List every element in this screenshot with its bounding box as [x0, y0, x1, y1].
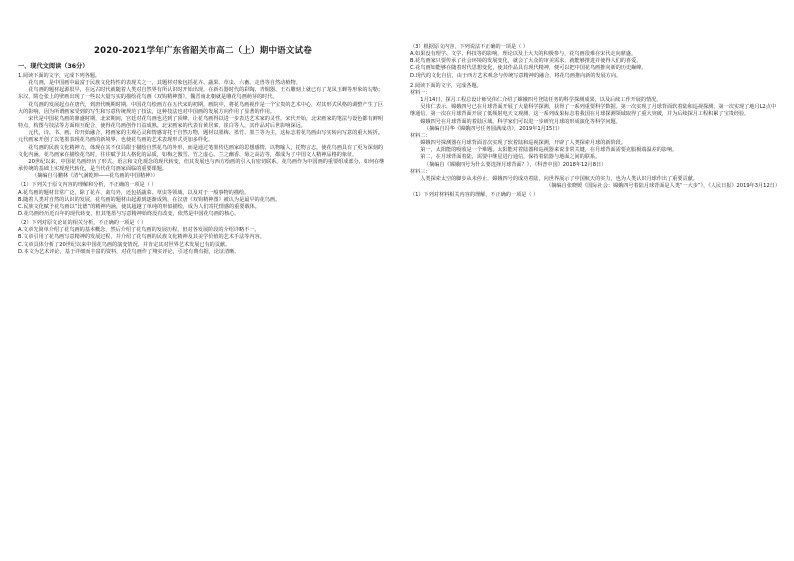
- option: B.随着人类对自然的认识的发展，花鸟画的题材由起源到逐渐成熟，在汉唐《双钩精神图》被认为是最早的花鸟画。: [18, 196, 281, 203]
- paragraph: 花鸟画的题材起源很早，在远古时代就随着人类对自然界有所认识时开始出现，在新石器时代的彩陶、青铜器、王石雕刻上就已有了龙凤玉蝉等形象的勾勒；东汉，隋仓张上的壁画出现了一些以大量写实的描绘花鸟画《双钩精神图》，魏晋南北朝就是雕花鸟画萌芽的时代。: [18, 87, 383, 101]
- question: （1）下列对材料相关内容的理解，不正确的一项是（ ）: [410, 192, 539, 199]
- page-title: 2020-2021学年广东省韶关市高二（上）期中语文试卷: [94, 46, 312, 56]
- question: （3）根据原文内容，下列说法不正确的一项是（ ）: [410, 44, 528, 50]
- paragraph: 花鸟画，是中国画中最富于民族文化特性的表现关之一，其题材对象包括花卉、蔬果、草虫、六畜、走兽等自然动植物。: [28, 80, 301, 87]
- option: B.文章引用了花鸟画写意精神的发展过程，并介绍了花鸟画的民族文化精神及其美学价值的艺术手法等内容。: [18, 234, 265, 241]
- option: A.花鸟画的题材非常广泛，除了花卉、禽鸟外，还包括蔬菜、草虫等领域，以及对于一般事物的描绘。: [18, 189, 250, 196]
- question: （2）下列对原文论证的相关分析，不正确的一项是（ ）: [18, 220, 147, 227]
- option: D.花鸟画经历近百年的现代转变，但其笔墨与写意精神始终没有改变，依然是中国花鸟画的核心。: [18, 210, 240, 217]
- paragraph: 1月14日，探月工程总设计师吴伟仁介绍了嫦娥四号登陆任务的科学探测成果，以及后续工作开展的情况。: [420, 97, 662, 104]
- paragraph: 人类探索太空的脚步从未停止，嫦娥四号的成功着陆，向世界展示了中国航天的实力，也为人类认识月球作出了重要贡献。: [420, 175, 698, 182]
- option: B.花鸟画家只要传承了社会环境的发展变化，就会了大众的审美需求，就能够推进并使得人们的喜爱。: [410, 58, 642, 65]
- paragraph: 20世纪以来，中国花鸟画经历了形式、语言和文化观念的现代转变，但其发展也与西方绘画的引入有密切联系。花鸟画作为中国画的重要组成部分，如何在继承传统的基础上实现现代转化，是当代花鸟画家面临的重要课题。: [18, 158, 385, 173]
- option: C.文章具体分析了20世纪以来中国花鸟画的演变情况，并肯定其对世界艺术发展已有的贡献。: [18, 241, 231, 248]
- question-intro: 2.阅读下面的文字，完成各题。: [410, 82, 482, 89]
- paragraph: 第二，在月球背面着陆，需要中继星进行通信，保持着陆器与地面之间的联系。: [420, 154, 601, 161]
- paragraph: 嫦娥四号探测器在月球背面首次实现了软着陆和巡视探测，开辟了人类探索月球的新阶段。: [420, 140, 626, 147]
- source-citation: （摘编自冯华《嫦娥四号任务圆满成功》，2019年1月15日）: [424, 125, 563, 132]
- option: A.如果没有理学、文学、科技等的影响，理论以及士大夫的积极参与，花鸟画很难在宋代走向鼎盛。: [410, 51, 637, 58]
- paragraph: 花鸟画的发展起点在唐代，到唐代晚期时期，中国花鸟绘画方在五代宋的初期。画院中，将花鸟画视作是一个宝贵的艺术中心，对其形式风格的调整产生了巨大的影响，因为所谓画家受到的写生和写意传统规范了技法，这种技法也对中国画的发展方向作用了显著的作用。: [18, 101, 383, 115]
- source-citation: （摘编自马鹏林《清气满乾坤——花鸟画的中国精神》）: [32, 173, 158, 180]
- question-intro: 1.阅读下面的文字，完成下列各题。: [18, 73, 101, 79]
- option: D.现代的文化自信，由于西方艺术观念与传统写意精神的融合，将花鸟画推向新的发展方向。: [410, 72, 622, 79]
- option: C.花鸟画如能够在随着时代思想变化，使其作品具有现代精神，便可以把中国花鸟画推向新的历史巅峰。: [410, 65, 647, 72]
- paragraph: 第一，太阳能的吸收是一个难题，太阳能对着陆器和巡视器来说非常关键，在月球背面需要克服极端温差的影响。: [420, 147, 678, 154]
- option: D.本文为艺术评论，基于详细而丰富的资料，对花鸟画作了翔实评论，引述有典有据，论证清晰。: [18, 248, 240, 255]
- option: A.文章先简单介绍了花鸟画的基本概念，然后介绍了花鸟画的发展历程，但对各发展阶段的介绍详略不一。: [18, 227, 260, 234]
- left-column: [18, 0, 388, 256]
- material-label: 材料三：: [410, 168, 431, 175]
- material-label: 材料二：: [410, 132, 431, 139]
- paragraph: 嫦娥四号在月球背面的着陆区域，科学家们可以进一步研究月球的形成演化等科学问题。: [420, 118, 621, 125]
- paragraph: 花鸟画的民族文化精神力，体现在其不仅局限于描绘自然花鸟的外形，而是通过笔墨传达画家的思想感情，以物喻人，托物言志，使花鸟画具有了更为深刻的文化内涵。花鸟画家在描绘花鸟时，往往赋予其人格化的品质，如梅之傲雪、竹之虚心、兰之幽香、菊之高洁等，都成为了中国文人精神品格的象征。: [18, 144, 383, 158]
- source-citation: （摘编自《嫦娥四号为什么要选择月球背面？》，《科普中国》2018年12月8日）: [424, 161, 607, 168]
- option: C.民族文化赋予花鸟画以“比德”的精神内涵，使其超越了单纯的形似描绘，成为人们寄托情感的重要载体。: [18, 203, 260, 210]
- paragraph: 宋代是中国花鸟画的鼎盛时期，北宋期间，宫廷对花鸟画也达到了顶峰，让花鸟画得以进一步表达艺术家的灵性。宋代开始，北宋画家的笔法与设色都有鲜明特点，构图与技法等方面相互配合，使得花鸟画创作日益成熟。北宋画家的代表有黄居寀，崔白等人，其作品对后世影响深远。: [18, 115, 383, 130]
- source-citation: （摘编自张晓媛《国际社会：嫦娥四号着陆月球背面是人类“一大步”》，《人民日报》2019年3月12日）: [546, 182, 780, 189]
- question: （1）下列关于原文内容的理解和分析，不正确的一项是（ ）: [18, 182, 157, 189]
- section-heading: 一、现代文阅读（36分）: [18, 63, 89, 70]
- right-column: [410, 0, 780, 199]
- paragraph: 元代，诗、书、画、印开始融合，将画家的主观心灵和情感寄托于自然万物，题材以墨梅、墨竹、墨兰等为主，这标志着花鸟画由写实转向写意的重大转折。元代画家开创了以笔墨表现花鸟画的新境界，也使花鸟画的艺术表现形式更加多样化。: [18, 130, 383, 144]
- material-label: 材料一：: [410, 89, 431, 96]
- paragraph: 吴伟仁表示，嫦娥四号已在月球背面开展了大量科学探测，获得了一系列重要科学数据。第一次实现了月球背面软着陆和巡视探测，第一次实现了地月L2点中继通信，第一次在月球背面开展了低频射电天文观测，这一系列成果标志着我国在月球探测领域取得了重大突破，并为后续探月工程积累了宝贵经验。: [410, 104, 776, 118]
